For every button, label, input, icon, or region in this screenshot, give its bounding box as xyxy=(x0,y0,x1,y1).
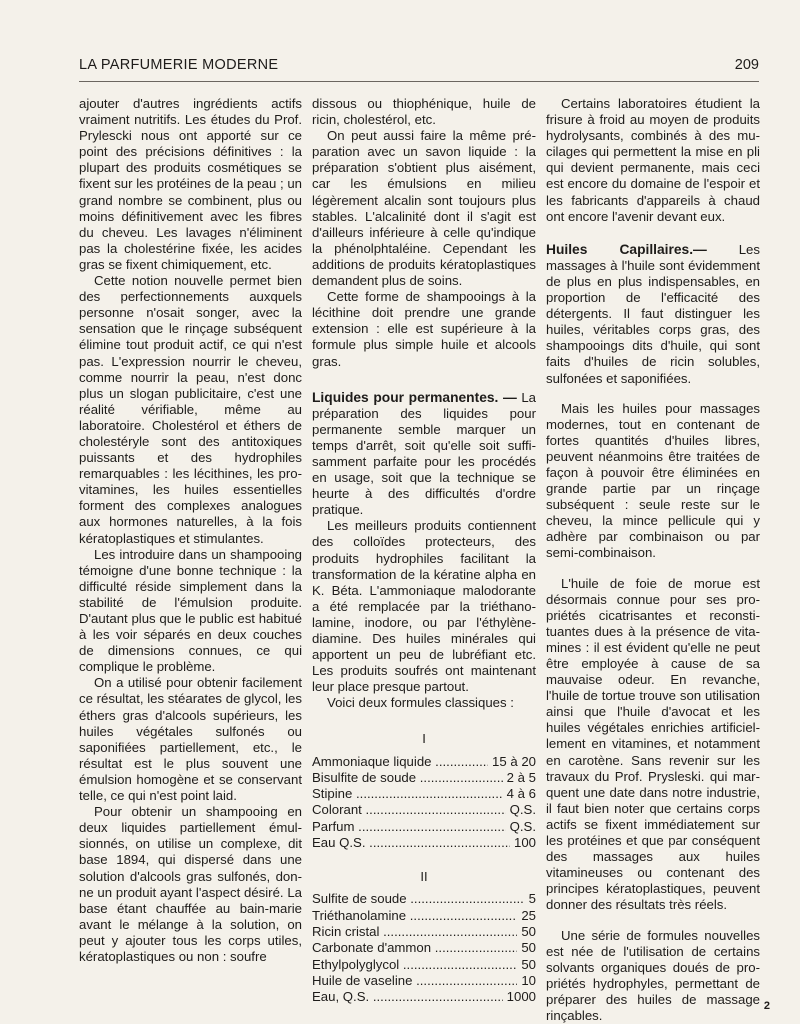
section-text: La préparation des liquides pour permanente semble marquer un temps d'arrêt, soit qu'elle soit suffisamment parfaite pour les procédés en usage, soit que la technique se heurte à des difficultés d'ordre pratique. xyxy=(312,390,536,518)
paragraph: Cette notion nouvelle permet bien des perfectionnements auxquels personne n'osait songer, avec la sensation que le rinçage subséquent élimine tout produit actif, ce qui n'est pas. L'expression nourrir le cheveu, comme nourrir la peau, n'est donc plus un slogan publicitaire, c'est une réalité vérifiable, même au laboratoire. Cholestérol et éthers de cholestéryle sont des antitoxiques puissants et des hydrophiles remarquables : les lécithines, les pro-vitamines, les huiles essentielles forment des complexes analogues aux hormones naturelles, à la fois kératoplastiques et stimulantes. xyxy=(79,273,302,547)
ingredient-name: Eau Q.S. ..... xyxy=(312,835,510,851)
formula-title: II xyxy=(312,869,536,885)
formula-row xyxy=(312,754,536,770)
ingredient-quantity: 100 xyxy=(510,835,536,851)
formula-row xyxy=(312,957,536,973)
formula-row xyxy=(312,891,536,907)
section-heading: Huiles Capillaires.— xyxy=(546,242,707,257)
formula-row xyxy=(312,770,536,786)
paragraph: Les introduire dans un shampooing témoigne d'une bonne technique : la difficulté réside simplement dans la stabilité de l'émulsion produite. D'autant plus que le public est habitué à les voir séparés en deux couches de dimensions connues, ce qui complique le problème. xyxy=(79,547,302,676)
journal-title: LA PARFUMERIE MODERNE xyxy=(79,57,278,73)
ingredient-quantity: 4 à 6 xyxy=(503,786,536,802)
ingredient-name: Colorant ..... xyxy=(312,802,506,818)
section-paragraph xyxy=(546,242,760,387)
ingredient-name: Bisulfite de soude ..... xyxy=(312,770,503,786)
ingredient-name: Ethylpolyglycol ..... xyxy=(312,957,517,973)
ingredient-quantity: 50 xyxy=(517,940,536,956)
section-paragraph xyxy=(312,390,536,519)
ingredient-name: Ricin cristal ..... xyxy=(312,924,517,940)
formula-table xyxy=(312,754,536,852)
paragraph: ajouter d'autres ingrédients actifs vraiment nutritifs. Les études du Prof. Prylescki nous ont apporté sur ce point des précisions définitives : la plupart des produits cosmétiques se fixent sur les protéines de la peau ; un grand nombre se combinent, plus ou moins définitivement avec les fibres du cheveu. Les lavages n'éliminent pas la cholestérine fixée, les acides gras se fixent chimiquement, etc. xyxy=(79,96,302,273)
signature-mark: 2 xyxy=(764,1000,770,1012)
ingredient-quantity: Q.S. xyxy=(506,802,536,818)
formula-row xyxy=(312,835,536,851)
paragraph: Les meilleurs produits contiennent des colloïdes protecteurs, des produits hydrophiles facilitant la transformation de la kératine alpha en K. Béta. L'ammoniaque malodorante a été remplacée par la triéthanolamine, inodore, ou par l'éthylènediamine. Des huiles minérales qui apportent un peu de lubréfiant etc. Les produits soufrés ont maintenant leur place presque partout. xyxy=(312,518,536,695)
ingredient-name: Stipine ..... xyxy=(312,786,503,802)
formula-row xyxy=(312,786,536,802)
ingredient-quantity: 1000 xyxy=(503,989,536,1005)
ingredient-quantity: 25 xyxy=(517,908,536,924)
formula-row xyxy=(312,940,536,956)
ingredient-quantity: 5 xyxy=(525,891,536,907)
ingredient-quantity: 50 xyxy=(517,924,536,940)
ingredient-name: Sulfite de soude ..... xyxy=(312,891,525,907)
column-2 xyxy=(312,96,536,1006)
formula-row xyxy=(312,924,536,940)
ingredient-quantity: 15 à 20 xyxy=(488,754,536,770)
paragraph: On a utilisé pour obtenir facilement ce résultat, les stéarates de glycol, les éthers gras d'alcools supérieurs, les huiles végétales sulfonés ou saponifiées partiellement, etc., le résultat est le plus souvent une émulsion homogène et se conservant telle, ce qui n'est point laid. xyxy=(79,675,302,804)
paragraph: Certains laboratoires étudient la frisure à froid au moyen de produits hydrolysants, combinés à des mucilages qui permettent la mise en pli qui devient permanente, mais ceci est encore du domaine de l'espoir et les fabricants d'appareils à chaud ont encore l'avenir devant eux. xyxy=(546,96,760,225)
formula-row xyxy=(312,973,536,989)
ingredient-name: Huile de vaseline ..... xyxy=(312,973,517,989)
formula-row xyxy=(312,989,536,1005)
ingredient-quantity: 2 à 5 xyxy=(503,770,536,786)
formula-row xyxy=(312,819,536,835)
section-heading: Liquides pour permanentes. — xyxy=(312,390,517,405)
ingredient-quantity: Q.S. xyxy=(506,819,536,835)
header-rule xyxy=(79,81,759,82)
paragraph: Cette forme de shampooings à la lécithine doit prendre une grande extension : elle est supérieure à la formule plus simple huile et alcools gras. xyxy=(312,289,536,369)
formula-row xyxy=(312,908,536,924)
ingredient-name: Eau, Q.S. ..... xyxy=(312,989,503,1005)
formula-title: I xyxy=(312,731,536,747)
column-1 xyxy=(79,96,302,965)
paragraph: Mais les huiles pour massages modernes, tout en contenant de fortes quantités d'huiles libres, peuvent néanmoins être traitées de façon à pouvoir être éliminées en grande partie par un rinçage subséquent : seule reste sur le cheveu, la mince pellicule qui y adhère par combinaison ou par semi-combinaison. xyxy=(546,401,760,562)
paragraph: dissous ou thiophénique, huile de ricin, cholestérol, etc. xyxy=(312,96,536,128)
ingredient-name: Carbonate d'ammon ..... xyxy=(312,940,517,956)
formula-row xyxy=(312,802,536,818)
paragraph: Une série de formules nouvelles est née de l'utilisation de certains solvants organiques doués de propriétés hydrophyles, permettant de préparer des huiles de massage rinçables. xyxy=(546,928,760,1024)
ingredient-quantity: 10 xyxy=(517,973,536,989)
paragraph: On peut aussi faire la même préparation avec un savon liquide : la préparation s'obtient plus aisément, car les émulsions en milieu légèrement alcalin sont toujours plus stables. L'alcalinité dont il s'agit est d'ailleurs inférieure à celle qu'indique la phénolphtaléine. Cependant les additions de produits kératoplastiques demandent plus de soins. xyxy=(312,128,536,289)
running-header xyxy=(79,57,759,77)
ingredient-name: Parfum ..... xyxy=(312,819,506,835)
section-text: Les massages à l'huile sont évidemment de plus en plus indispensables, en proportion de l'efficacité des détergents. Il faut distinguer les huiles, véritables corps gras, des shampooings dits d'huile, qui sont faits d'huiles de ricin solubles, sulfonées et saponifiées. xyxy=(546,242,760,386)
ingredient-name: Triéthanolamine ..... xyxy=(312,908,517,924)
paragraph: L'huile de foie de morue est désormais connue pour ses propriétés cicatrisantes et reconstituantes dues à la présence de vitamines : il est évident qu'elle ne peut être employée à cause de sa mauvaise odeur. En revanche, l'huile de tortue trouve son utilisation ainsi que l'huile d'avocat et les huiles végétales enrichies artificiellement en vitamines, et notamment en carotène. Sans revenir sur les travaux du Prof. Prysleski. qui marquent une date dans notre industrie, il faut bien noter que certains corps actifs se fixent immédiatement sur les protéines et que par conséquent des massages aux huiles vitamineuses ou contenant des principes kératoplastiques, peuvent donner des résultats très réels. xyxy=(546,576,760,914)
page-number: 209 xyxy=(735,57,759,73)
ingredient-quantity: 50 xyxy=(517,957,536,973)
ingredient-name: Ammoniaque liquide ..... xyxy=(312,754,488,770)
paragraph: Voici deux formules classiques : xyxy=(312,695,536,711)
column-3 xyxy=(546,96,760,1024)
paragraph: Pour obtenir un shampooing en deux liquides partiellement émulsionnés, on utilise un complexe, dit base 1894, qui dispersé dans une solution d'alcools gras sulfonés, donne un produit ayant l'aspect désiré. La base étant chauffée au bain-marie avant le mélange à la solution, on peut y ajouter tous les corps utiles, kératoplastiques ou non : soufre xyxy=(79,804,302,965)
formula-table xyxy=(312,891,536,1005)
